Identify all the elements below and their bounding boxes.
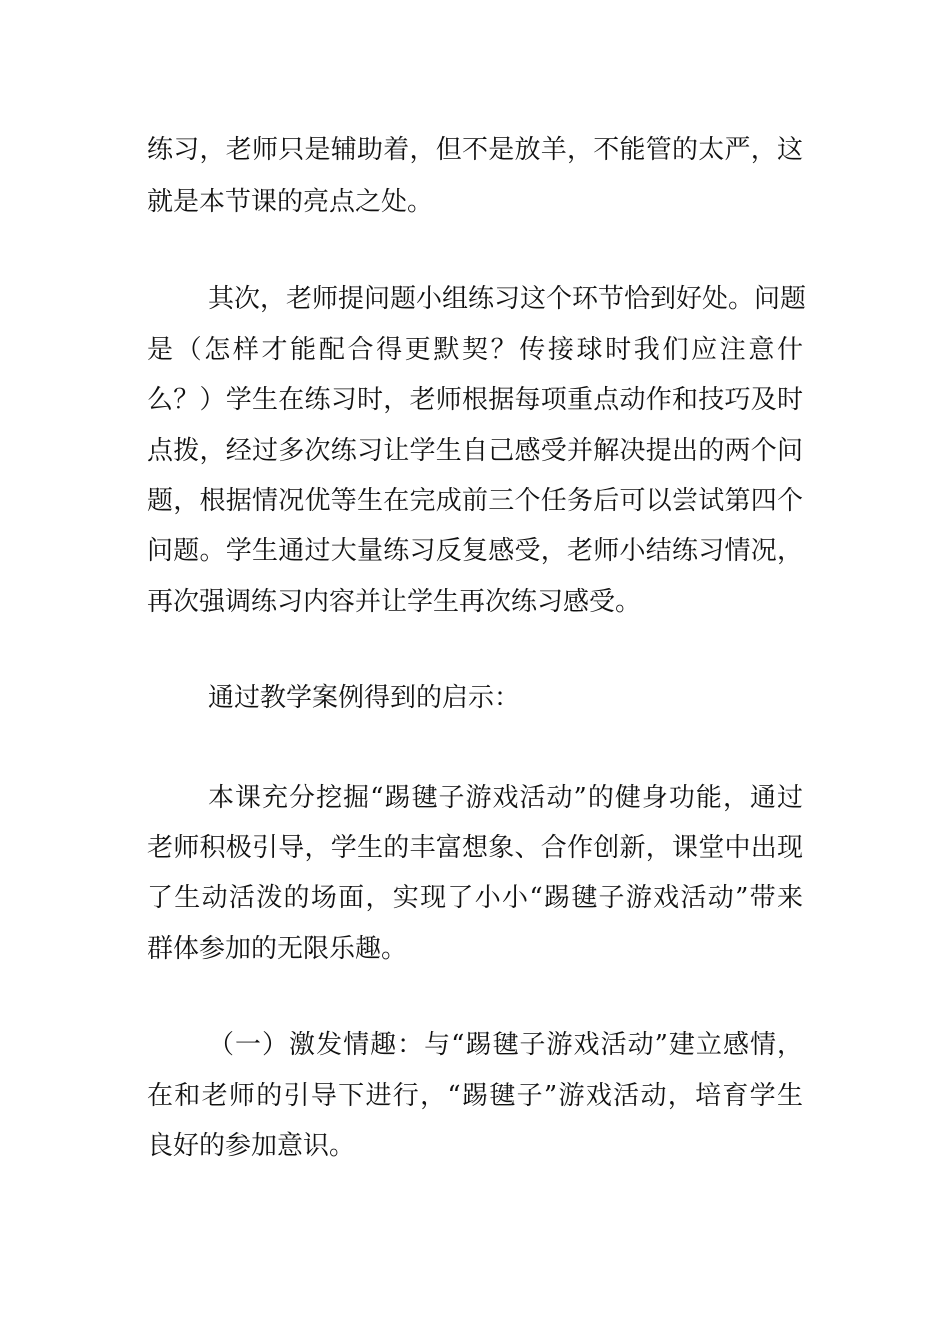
- paragraph-2-line-5: 题，根据情况优等生在完成前三个任务后可以尝试第四个: [147, 486, 803, 516]
- paragraph-4-line-2: 老师积极引导，学生的丰富想象、合作创新，课堂中出现: [147, 833, 803, 863]
- paragraph-2-line-6: 问题。学生通过大量练习反复感受，老师小结练习情况，: [147, 536, 803, 566]
- paragraph-5-line-3: 良好的参加意识。: [147, 1131, 356, 1161]
- paragraph-4-line-1: 本课充分挖掘“踢毽子游戏活动”的健身功能，通过: [208, 783, 803, 813]
- paragraph-2-line-1: 其次，老师提问题小组练习这个环节恰到好处。问题: [208, 284, 807, 314]
- paragraph-5-line-1: （一）激发情趣：与“踢毽子游戏活动”建立感情，: [208, 1030, 803, 1060]
- paragraph-1-line-1: 练习，老师只是辅助着，但不是放羊，不能管的太严，这: [147, 135, 803, 165]
- paragraph-4-line-3: 了生动活泼的场面，实现了小小“踢毽子游戏活动”带来: [147, 883, 803, 913]
- paragraph-2-line-3: 么？）学生在练习时，老师根据每项重点动作和技巧及时: [147, 385, 803, 415]
- paragraph-2-line-2: 是（怎样才能配合得更默契？传接球时我们应注意什: [147, 335, 803, 365]
- paragraph-1-line-2: 就是本节课的亮点之处。: [147, 187, 434, 217]
- paragraph-4-line-4: 群体参加的无限乐趣。: [147, 934, 408, 964]
- paragraph-3-line-1: 通过教学案例得到的启示：: [208, 683, 521, 713]
- paragraph-2-line-4: 点拨，经过多次练习让学生自己感受并解决提出的两个问: [147, 436, 803, 466]
- paragraph-2-line-7: 再次强调练习内容并让学生再次练习感受。: [147, 587, 642, 617]
- paragraph-5-line-2: 在和老师的引导下进行，“踢毽子”游戏活动，培育学生: [147, 1081, 803, 1111]
